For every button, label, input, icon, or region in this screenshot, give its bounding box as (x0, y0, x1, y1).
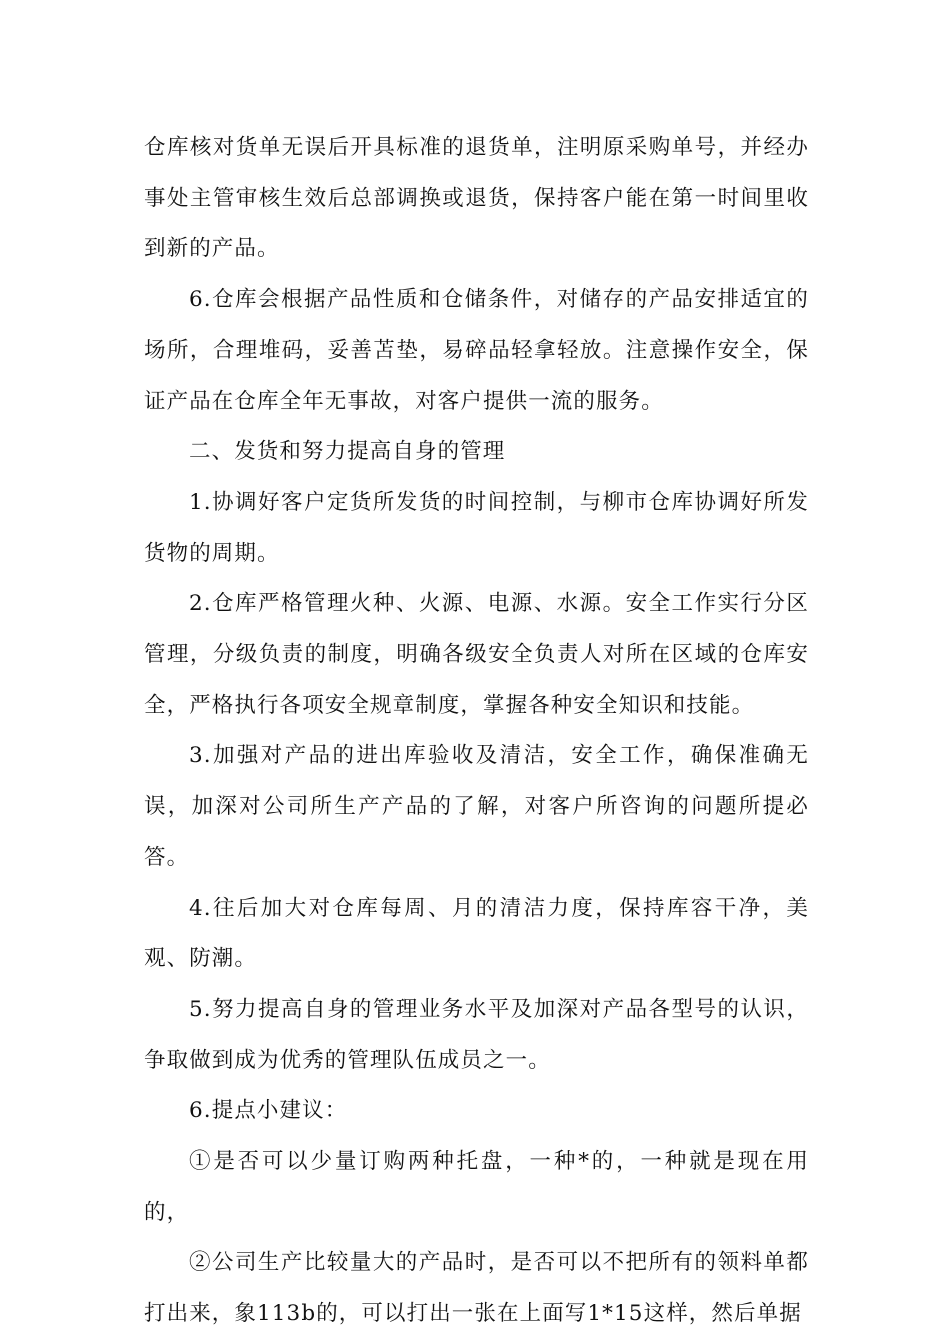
paragraph-item-4-cleaning: 4.往后加大对仓库每周、月的清洁力度，保持库容干净，美观、防潮。 (144, 895, 809, 972)
paragraph-item-6-storage: 6.仓库会根据产品性质和仓储条件，对储存的产品安排适宜的场所，合理堆码，妥善苫垫，易碎品轻拿轻放。注意操作安全，保证产品在仓库全年无事故，对客户提供一流的服务。 (144, 287, 809, 414)
paragraph-suggestion-2-requisitions: ②公司生产比较量大的产品时，是否可以不把所有的领料单都打出来，象113b的，可以打出一张在上面写1*15这样，然后单据 (144, 1250, 809, 1327)
paragraph-item-2-fire-safety: 2.仓库严格管理火种、火源、电源、水源。安全工作实行分区管理，分级负责的制度，明确各级安全负责人对所在区域的仓库安全，严格执行各项安全规章制度，掌握各种安全知识和技能。 (144, 591, 809, 718)
paragraph-suggestion-1-pallets: ①是否可以少量订购两种托盘，一种*的，一种就是现在用的， (144, 1149, 809, 1225)
section-heading-shipping-management: 二、发货和努力提高自身的管理 (189, 439, 506, 465)
document-body (144, 123, 809, 1340)
paragraph-return-procedure: 仓库核对货单无误后开具标准的退货单，注明原采购单号，并经办事处主管审核生效后总部调换或退货，保持客户能在第一时间里收到新的产品。 (144, 135, 809, 262)
paragraph-item-5-self-improvement: 5.努力提高自身的管理业务水平及加深对产品各型号的认识，争取做到成为优秀的管理队伍成员之一。 (144, 996, 809, 1073)
paragraph-item-3-inspection: 3.加强对产品的进出库验收及清洁，安全工作，确保准确无误，加深对公司所生产产品的了解，对客户所咨询的问题所提必答。 (144, 743, 809, 870)
paragraph-item-6-suggestions-heading: 6.提点小建议： (189, 1098, 348, 1124)
paragraph-item-1-coordination: 1.协调好客户定货所发货的时间控制，与柳市仓库协调好所发货物的周期。 (144, 489, 809, 566)
